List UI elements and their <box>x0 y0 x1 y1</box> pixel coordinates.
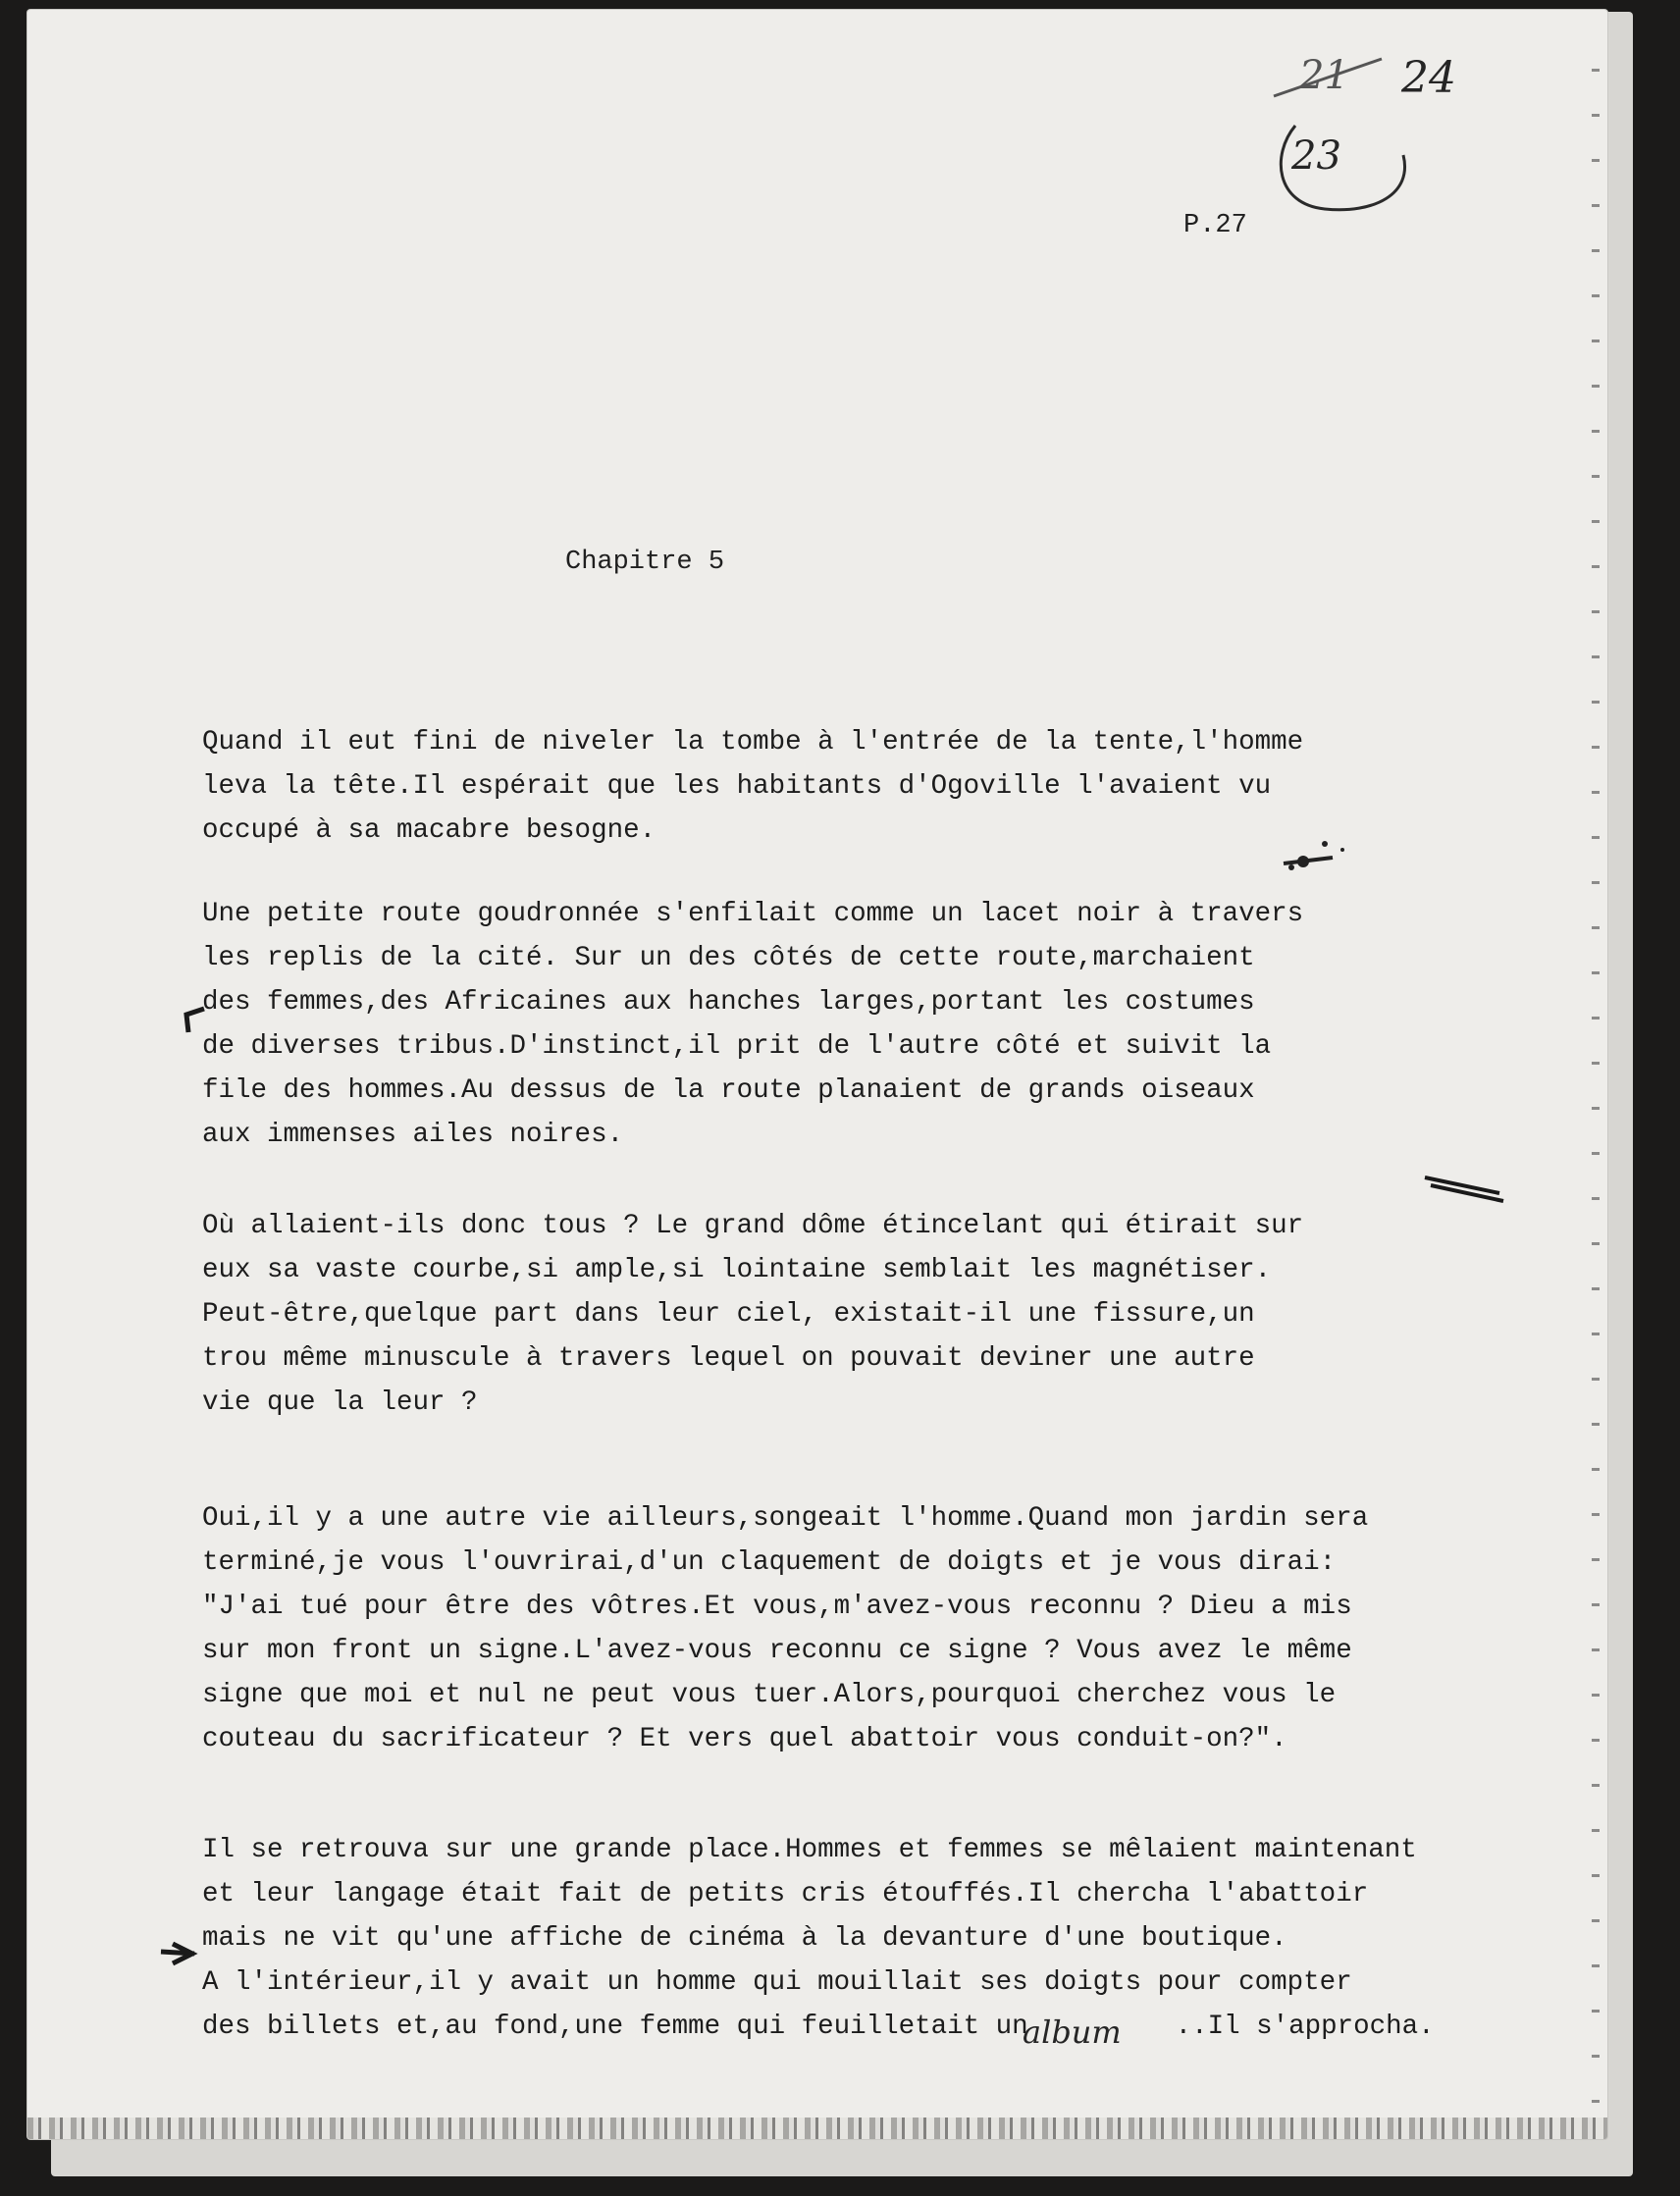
page-bottom-edge <box>27 2118 1607 2139</box>
folio-number-handwritten: 24 <box>1401 53 1456 103</box>
text-line: aux immenses ailes noires. <box>202 1120 624 1150</box>
text-line-start: des billets et,au fond,une femme qui feuilletait un <box>202 2012 1028 2042</box>
text-line: Oui,il y a une autre vie ailleurs,songeait l'homme.Quand mon jardin sera <box>202 1503 1369 1534</box>
text-line: vie que la leur ? <box>202 1387 478 1418</box>
text-line: file des hommes.Au dessus de la route planaient de grands oiseaux <box>202 1075 1255 1106</box>
text-line: Peut-être,quelque part dans leur ciel, existait-il une fissure,un <box>202 1299 1255 1330</box>
text-line: Quand il eut fini de niveler la tombe à l'entrée de la tente,l'homme <box>202 727 1304 758</box>
paragraph-2 <box>202 892 1303 1157</box>
text-line: eux sa vaste courbe,si ample,si lointaine semblait les magnétiser. <box>202 1255 1272 1285</box>
text-line: A l'intérieur,il y avait un homme qui mouillait ses doigts pour compter <box>202 1967 1352 1998</box>
text-line-end: ..Il s'approcha. <box>1175 2012 1435 2042</box>
text-line: les replis de la cité. Sur un des côtés de cette route,marchaient <box>202 943 1255 973</box>
text-line: Où allaient-ils donc tous ? Le grand dôme étincelant qui étirait sur <box>202 1211 1304 1241</box>
text-line: couteau du sacrificateur ? Et vers quel abattoir vous conduit-on?". <box>202 1724 1287 1754</box>
text-line: mais ne vit qu'une affiche de cinéma à la devanture d'une boutique. <box>202 1923 1287 1954</box>
text-line-with-handwriting <box>202 2005 1435 2049</box>
text-line: de diverses tribus.D'instinct,il prit de l'autre côté et suivit la <box>202 1031 1272 1062</box>
text-line: et leur langage était fait de petits cris étouffés.Il chercha l'abattoir <box>202 1879 1369 1909</box>
text-line: occupé à sa macabre besogne. <box>202 815 656 846</box>
margin-mark <box>175 1001 214 1040</box>
text-line: leva la tête.Il espérait que les habitants d'Ogoville l'avaient vu <box>202 771 1272 802</box>
text-line: signe que moi et nul ne peut vous tuer.Alors,pourquoi cherchez vous le <box>202 1680 1337 1710</box>
text-line: Une petite route goudronnée s'enfilait comme un lacet noir à travers <box>202 899 1304 929</box>
paragraph-5 <box>202 1828 1435 2049</box>
margin-dash-mark <box>1421 1168 1509 1207</box>
paragraph-4 <box>202 1496 1368 1761</box>
paragraph-3 <box>202 1204 1303 1425</box>
chapter-title: Chapitre 5 <box>565 548 725 577</box>
page-edge-marks <box>1592 69 1600 2110</box>
circled-folio-number: 23 <box>1291 133 1341 179</box>
handwritten-word: album <box>1023 2013 1122 2051</box>
text-line: trou même minuscule à travers lequel on pouvait deviner une autre <box>202 1343 1255 1374</box>
struck-folio-text: 21 <box>1299 53 1349 98</box>
ink-blot <box>1274 824 1382 883</box>
text-line: terminé,je vous l'ouvrirai,d'un claquement de doigts et je vous dirai: <box>202 1547 1337 1578</box>
text-line: sur mon front un signe.L'avez-vous reconnu ce signe ? Vous avez le même <box>202 1636 1352 1666</box>
text-line: Il se retrouva sur une grande place.Hommes et femmes se mêlaient maintenant <box>202 1835 1417 1865</box>
text-line: "J'ai tué pour être des vôtres.Et vous,m'avez-vous reconnu ? Dieu a mis <box>202 1592 1352 1622</box>
page-number: P.27 <box>1183 211 1247 240</box>
paragraph-1 <box>202 720 1303 853</box>
document-page <box>27 10 1607 2139</box>
text-line: des femmes,des Africaines aux hanches larges,portant les costumes <box>202 987 1255 1018</box>
margin-arrow-mark <box>155 1938 214 1967</box>
